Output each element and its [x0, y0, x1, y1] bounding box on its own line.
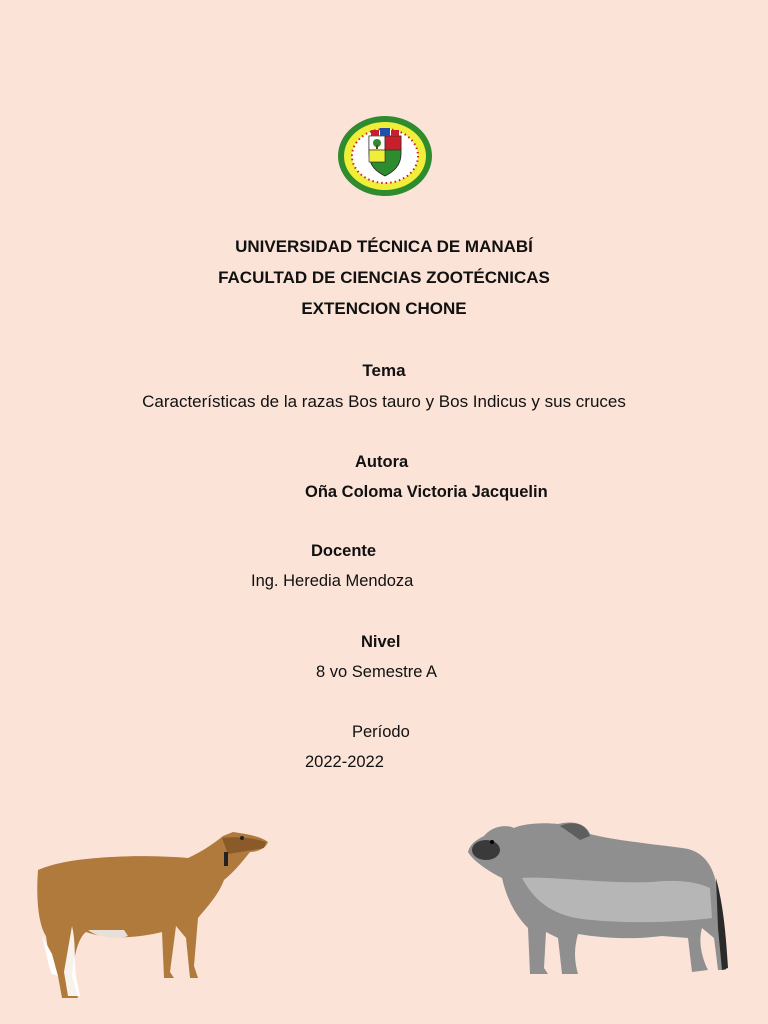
- docente-value: Ing. Heredia Mendoza: [251, 572, 414, 590]
- nivel-label: Nivel: [361, 633, 401, 651]
- docente-label: Docente: [311, 542, 377, 560]
- university-name: UNIVERSIDAD TÉCNICA DE MANABÍ: [235, 237, 533, 256]
- periodo-value: 2022-2022: [305, 753, 384, 771]
- faculty-name: FACULTAD DE CIENCIAS ZOOTÉCNICAS: [218, 268, 550, 287]
- autora-label: Autora: [355, 453, 409, 471]
- bull-image: [462, 818, 730, 980]
- university-logo: [336, 114, 434, 198]
- autora-value: Oña Coloma Victoria Jacquelin: [305, 483, 548, 501]
- nivel-value: 8 vo Semestre A: [316, 663, 438, 681]
- periodo-label: Período: [352, 723, 410, 741]
- extension-name: EXTENCION CHONE: [301, 299, 467, 318]
- tema-value: Características de la razas Bos tauro y Bos Indicus y sus cruces: [142, 392, 626, 411]
- tema-label: Tema: [362, 361, 406, 380]
- cow-image: [28, 826, 274, 1002]
